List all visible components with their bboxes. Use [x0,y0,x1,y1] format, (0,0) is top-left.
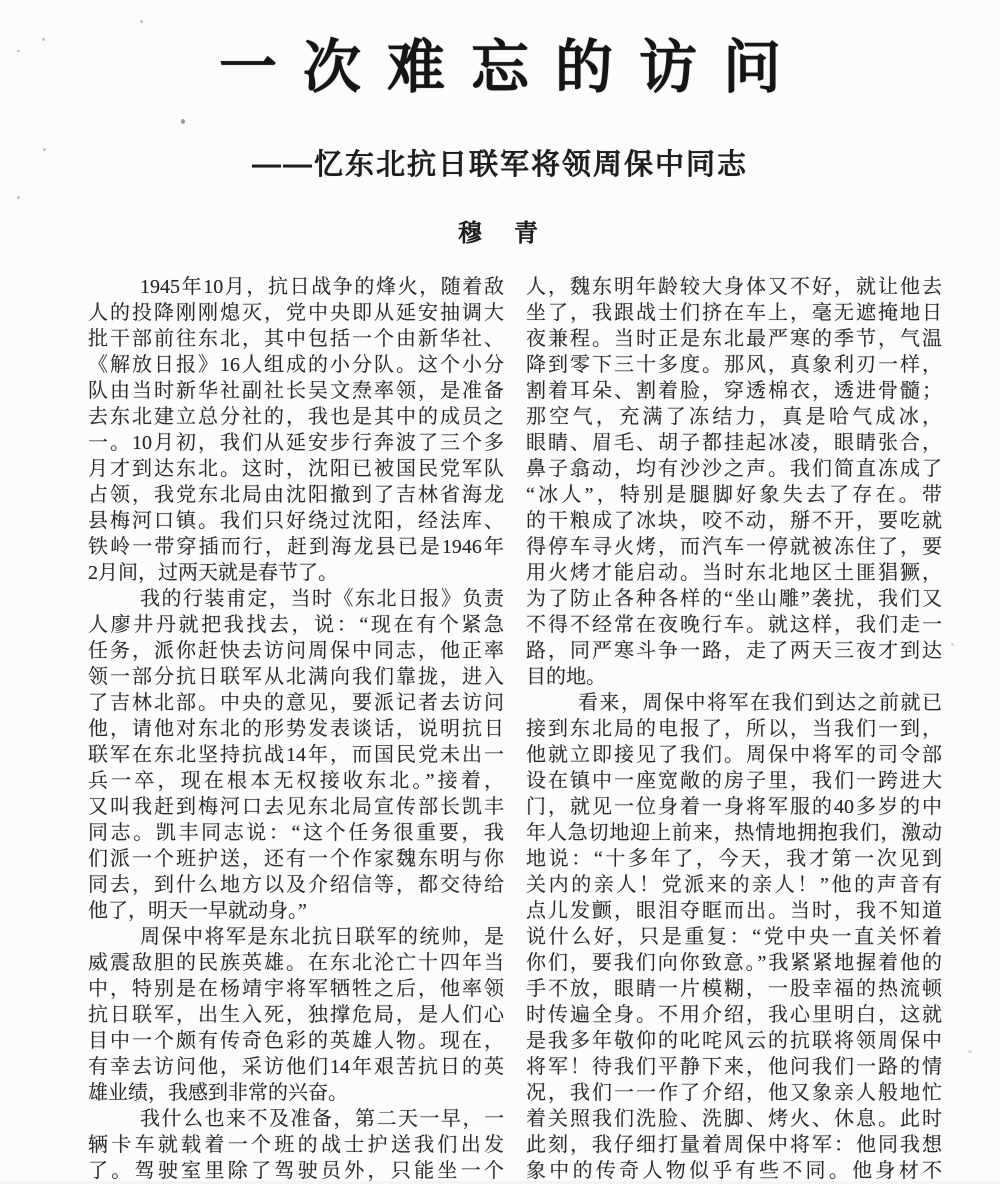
text-line: 接到东北局的电报了，所以，当我们一到， [526,717,942,740]
paragraph [88,586,504,924]
text-line: 手不放，眼睛一片模糊，一股幸福的热流顿 [526,977,942,1000]
text-line: 《解放日报》16人组成的小分队。这个小分 [88,353,504,376]
text-line: 联军在东北坚持抗战14年，而国民党未出一 [88,743,504,766]
text-line: 夜兼程。当时正是东北最严寒的季节，气温 [526,327,942,350]
text-line: 看来，周保中将军在我们到达之前就已 [578,691,942,714]
scan-speck [181,119,185,124]
scan-speck [140,20,143,23]
paragraph [88,274,504,586]
text-line: 路，同严寒斗争一路，走了两天三夜才到达 [526,639,942,662]
scan-speck [951,643,954,646]
scan-speck [968,1050,972,1053]
scan-speck [43,148,46,151]
right-column [526,274,942,1184]
text-line: 兵一卒，现在根本无权接收东北。”接着， [88,769,504,792]
text-line: 县梅河口镇。我们只好绕过沈阳，经法库、 [88,509,504,532]
text-line: 雄业绩，我感到非常的兴奋。 [88,1081,348,1104]
text-line: 去东北建立总分社的，我也是其中的成员之 [88,405,504,428]
text-line: 批干部前往东北，其中包括一个由新华社、 [88,327,504,350]
text-line: 有幸去访问他，采访他们14年艰苦抗日的英 [88,1055,504,1078]
article-columns [0,248,1000,1184]
text-line: 他就立即接见了我们。周保中将军的司令部 [526,743,942,766]
text-line: 威震敌胆的民族英雄。在东北沦亡十四年当 [88,951,504,974]
text-line: 为了防止各种各样的“坐山雕”袭扰，我们又 [526,587,942,610]
text-line: 得停车寻火烤，而汽车一停就被冻住了，要 [526,535,942,558]
text-line: 关内的亲人！党派来的亲人！”他的声音有 [526,873,942,896]
text-line: 中，特别是在杨靖宇将军牺牲之后，他率领 [88,977,504,1000]
text-line: 2月间，过两天就是春节了。 [88,561,338,584]
text-line: 将军！待我们平静下来，他问我们一路的情 [526,1055,942,1078]
text-line: 同去，到什么地方以及介绍信等，都交待给 [88,873,504,896]
left-column [88,274,504,1184]
text-line: 年人急切地迎上前来，热情地拥抱我们，激动 [526,821,942,844]
text-line: 目中一个颇有传奇色彩的英雄人物。现在， [88,1029,504,1052]
text-line: 占领，我党东北局由沈阳撤到了吉林省海龙 [88,483,504,506]
text-line: 人廖井丹就把我找去，说：“现在有个紧急 [88,613,504,636]
text-line: 们派一个班护送，还有一个作家魏东明与你 [88,847,504,870]
text-line: 坐了，我跟战士们挤在车上，毫无遮掩地日 [526,301,942,324]
article-author: 穆 青 [458,219,542,247]
text-line: 时传遍全身。不用介绍，我心里明白，这就 [526,1003,942,1026]
text-line: 不得不经常在夜晚行车。就这样，我们走一 [526,613,942,636]
text-line: 铁岭一带穿插而行，赶到海龙县已是1946年 [88,535,504,558]
text-line: 此刻，我仔细打量着周保中将军：他同我想 [526,1133,942,1156]
paragraph [88,924,504,1106]
text-line: 设在镇中一座宽敞的房子里，我们一跨进大 [526,769,942,792]
paragraph [526,690,942,1184]
text-line: 又叫我赶到梅河口去见东北局宣传部长凯丰 [88,795,504,818]
scan-speck [17,196,20,199]
text-line: 点儿发颤，眼泪夺眶而出。当时，我不知道 [526,899,942,922]
text-line: 说什么好，只是重复：“党中央一直关怀着 [526,925,942,948]
text-line: 地说：“十多年了，今天，我才第一次见到 [526,847,942,870]
text-line: 同志。凯丰同志说：“这个任务很重要，我 [88,821,504,844]
text-line: 辆卡车就载着一个班的战士护送我们出发 [88,1133,504,1156]
scan-speck [17,50,20,52]
text-line: 队由当时新华社副社长吴文焘率领，是准备 [88,379,504,402]
text-line: 任务，派你赶快去访问周保中同志，他正率 [88,639,504,662]
text-line: 门，就见一位身着一身将军服的40多岁的中 [526,795,942,818]
text-line: “冰人”，特别是腿脚好象失去了存在。带 [526,483,942,506]
text-line: 我什么也来不及准备，第二天一早，一 [140,1107,504,1130]
text-line: 月才到达东北。这时，沈阳已被国民党军队 [88,457,504,480]
text-line: 的干粮成了冰块，咬不动，掰不开，要吃就 [526,509,942,532]
text-line: 周保中将军是东北抗日联军的统帅，是 [140,925,504,948]
text-line: 目的地。 [526,665,606,688]
text-line: 一。10月初，我们从延安步行奔波了三个多 [88,431,504,454]
text-line: 你们，要我们向你致意。”我紧紧地握着他的 [526,951,942,974]
text-line: 人的投降刚刚熄灭，党中央即从延安抽调大 [88,301,504,324]
text-line: 降到零下三十多度。那风，真象利刃一样， [526,353,942,376]
text-line: 了吉林北部。中央的意见，要派记者去访问 [88,691,504,714]
text-line: 割着耳朵、割着脸，穿透棉衣，透进骨髓； [526,379,942,402]
text-line: 他，请他对东北的形势发表谈话，说明抗日 [88,717,504,740]
text-line: 抗日联军，出生入死，独撑危局，是人们心 [88,1003,504,1026]
text-line: 用火烤才能启动。当时东北地区土匪猖獗， [526,561,942,584]
text-line: 1945年10月，抗日战争的烽火，随着敌 [140,275,504,298]
article-title: 一次难忘的访问 [218,35,807,100]
text-line: 了。驾驶室里除了驾驶员外，只能坐一个 [88,1159,504,1182]
text-line: 那空气，充满了冻结力，真是哈气成冰， [526,405,942,428]
text-line: 鼻子翕动，均有沙沙之声。我们简直冻成了 [526,457,942,480]
article-subtitle: ——忆东北抗日联军将领周保中同志 [251,148,748,181]
text-line: 人，魏东明年龄较大身体又不好，就让他去 [526,275,942,298]
text-line: 我的行装甫定，当时《东北日报》负责 [140,587,504,610]
scan-speck [42,38,45,41]
text-line: 眼睛、眉毛、胡子都挂起冰凌，眼睛张合， [526,431,942,454]
paragraph [88,1106,504,1184]
paragraph [526,274,942,690]
text-line: 领一部分抗日联军从北满向我们靠拢，进入 [88,665,504,688]
text-line: 象中的传奇人物似乎有些不同。他身材不 [526,1159,942,1182]
text-line: 是我多年敬仰的叱咤风云的抗联将领周保中 [526,1029,942,1052]
text-line: 他了，明天一早就动身。” [88,899,307,922]
text-line: 况，我们一一作了介绍，他又象亲人般地忙 [526,1081,942,1104]
text-line: 着关照我们洗脸、洗脚、烤火、休息。此时 [526,1107,942,1130]
